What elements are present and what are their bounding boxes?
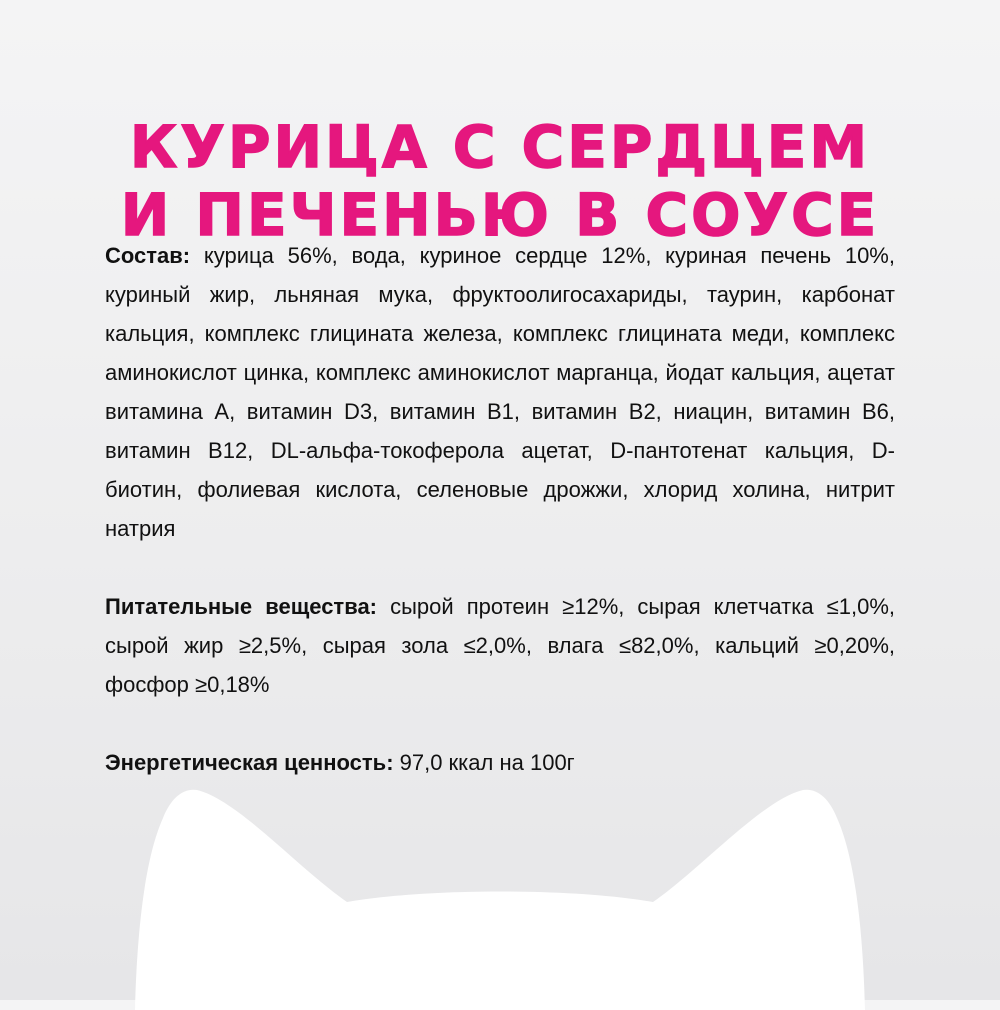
composition-text: курица 56%, вода, куриное сердце 12%, куриная печень 10%, куриный жир, льняная мука, фруктоолигосахариды, таурин, карбонат кальция, комплекс глицината железа, комплекс глицината меди, комплекс аминокислот цинка, комплекс аминокислот марганца, йодат кальция, ацетат витамина A, витамин D3, витамин B1, витамин B2, ниацин, витамин B6, витамин B12, DL-альфа-токоферола ацетат, D-пантотенат кальция, D-биотин, фолиевая кислота, селеновые дрожжи, хлорид холина, нитрит натрия [105, 243, 895, 541]
nutrients-label: Питательные вещества: [105, 594, 378, 619]
product-title-line-2: И ПЕЧЕНЬЮ В СОУСЕ [120, 180, 880, 249]
nutrients-text: сырой протеин ≥12%, сырая клетчатка ≤1,0%, сырой жир ≥2,5%, сырая зола ≤2,0%, влага ≤82,0%, кальций ≥0,20%, фосфор ≥0,18% [105, 594, 895, 697]
product-title-line-1: КУРИЦА С СЕРДЦЕМ [129, 112, 871, 181]
product-description [105, 236, 895, 782]
nutrients-section [105, 587, 895, 704]
energy-text: 97,0 ккал на 100г [393, 750, 575, 775]
cat-head-silhouette-icon [135, 780, 865, 1010]
energy-label: Энергетическая ценность: [105, 750, 394, 775]
energy-section [105, 743, 895, 782]
composition-section [105, 236, 895, 548]
composition-label: Состав: [105, 243, 191, 268]
product-title [0, 113, 1000, 249]
